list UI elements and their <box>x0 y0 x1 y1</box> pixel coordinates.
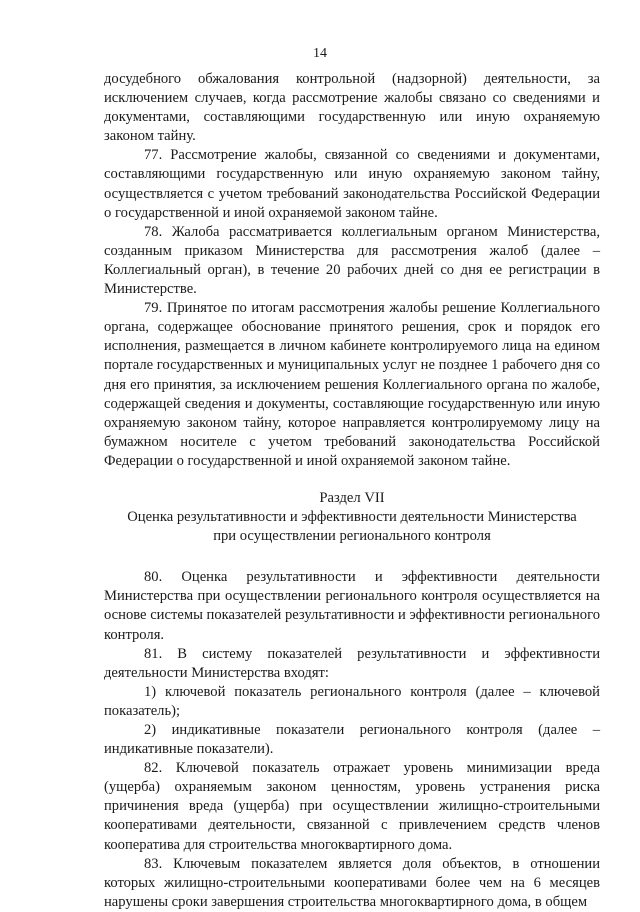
section-title-line-1: Оценка результативности и эффективности деятельности Министерства <box>127 509 577 526</box>
page-number: 14 <box>313 46 327 61</box>
paragraph-78: 78. Жалоба рассматривается коллегиальным органом Министерства, созданным приказом Министерства для рассмотрения жалоб (далее – Коллегиальный орган), в течение 20 рабочих дней со дня ее регистрации в Министерстве. <box>104 223 600 298</box>
paragraph-81: 81. В систему показателей результативности и эффективности деятельности Министерства входят: <box>104 645 600 681</box>
section-number: Раздел VII <box>319 489 385 506</box>
paragraph-83: 83. Ключевым показателем является доля объектов, в отношении которых жилищно-строительными кооперативами более чем на 6 месяцев нарушены сроки завершения строительства многоквартирного дома, в общем <box>104 855 600 910</box>
paragraph-continuation: досудебного обжалования контрольной (надзорной) деятельности, за исключением случаев, когда рассмотрение жалобы связано со сведениями и документами, составляющими государственную или иную охраняемую законом тайну. <box>104 71 600 145</box>
paragraph-79: 79. Принятое по итогам рассмотрения жалобы решение Коллегиального органа, содержащее обоснование принятого решения, срок и порядок его исполнения, размещается в личном кабинете контролируемого лица на едином портале государственных и муниципальных услуг не позднее 1 рабочего дня со дня его принятия, за исключением решения Коллегиального органа по жалобе, содержащей сведения и документы, составляющие государственную или иную охраняемую законом тайну, которое направляется контролируемому лицу на бумажном носителе с учетом требований законодательства Российской Федерации о государственной и иной охраняемой законом тайне. <box>104 300 600 469</box>
document-body <box>104 70 600 912</box>
paragraph-82: 82. Ключевой показатель отражает уровень минимизации вреда (ущерба) охраняемым законом ценностям, уровень устранения риска причинения вреда (ущерба) при осуществлении жилищно-строительными кооперативами деятельности, связанной с привлечением средств членов кооператива для строительства многоквартирного дома. <box>104 760 600 853</box>
spacer <box>104 546 600 568</box>
spacer <box>104 471 600 489</box>
paragraph-77: 77. Рассмотрение жалобы, связанной со сведениями и документами, составляющими государственную или иную охраняемую законом тайну, осуществляется с учетом требований законодательства Российской Федерации о государственной и иной охраняемой законом тайне. <box>104 147 600 221</box>
list-item-2: 2) индикативные показатели регионального контроля (далее – индикативные показатели). <box>104 722 600 758</box>
list-item-1: 1) ключевой показатель регионального контроля (далее – ключевой показатель); <box>104 683 600 719</box>
paragraph-80: 80. Оценка результативности и эффективности деятельности Министерства при осуществлении регионального контроля осуществляется на основе системы показателей результативности и эффективности регионального контроля. <box>104 569 600 643</box>
section-title-line-2: при осуществлении регионального контроля <box>213 528 491 545</box>
